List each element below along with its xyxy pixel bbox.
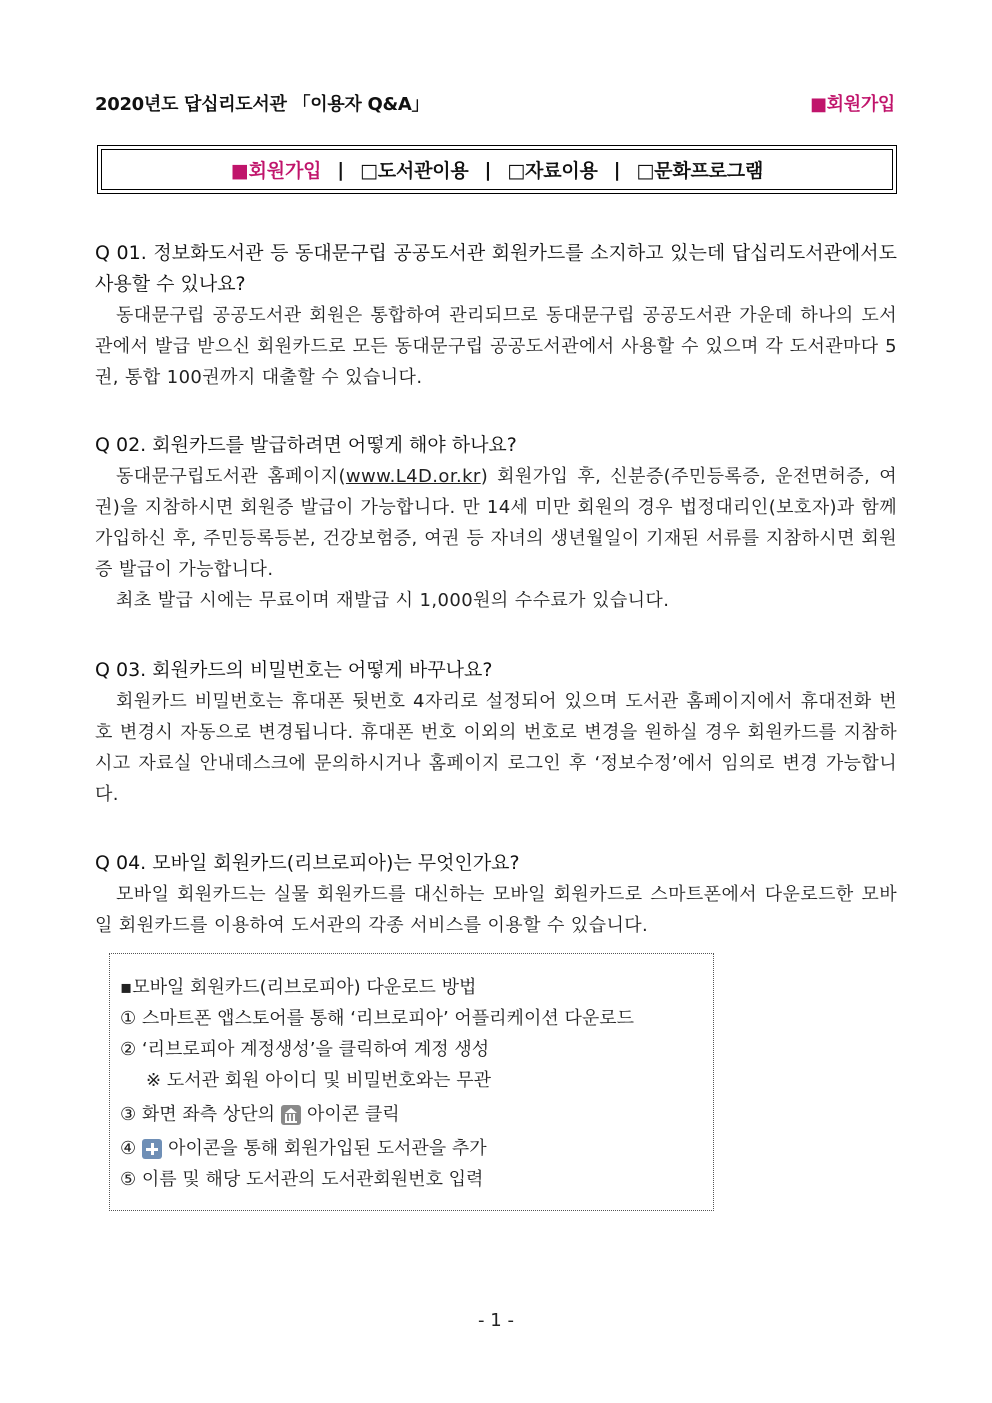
guide-step-text: 아이콘 클릭 <box>307 1104 400 1125</box>
guide-step-2: ② ‘리브로피아 계정생성’을 클릭하여 계정 생성 <box>120 1039 490 1060</box>
nav-item-library-use[interactable]: □도서관이용 <box>360 160 469 182</box>
guide-step-3 <box>120 1099 713 1130</box>
page-number: - 1 - <box>478 1310 514 1331</box>
qa-item-2 <box>95 430 897 616</box>
answer: 동대문구립 공공도서관 회원은 통합하여 관리되므로 동대문구립 공공도서관 가운데 하나의 도서관에서 발급 받으신 회원카드로 모든 동대문구립 공공도서관에서 사용할 수 있으며 각 도서관마다 5권, 통합 100권까지 대출할 수 있습니다. <box>95 305 897 388</box>
nav-separator: | <box>484 158 492 181</box>
guide-note: ※ 도서관 회원 아이디 및 비밀번호와는 무관 <box>146 1070 492 1091</box>
section-badge: ■회원가입 <box>809 94 895 115</box>
guide-step-4 <box>120 1133 713 1164</box>
bank-icon <box>281 1105 301 1125</box>
plus-icon <box>142 1139 162 1159</box>
question: Q 02. 회원카드를 발급하려면 어떻게 해야 하나요? <box>95 434 517 456</box>
guide-step-1: ① 스마트폰 앱스토어를 통해 ‘리브로피아’ 어플리케이션 다운로드 <box>120 1008 634 1029</box>
nav-item-culture-program[interactable]: □문화프로그램 <box>636 160 764 182</box>
homepage-link[interactable]: www.L4D.or.kr <box>345 466 481 487</box>
answer <box>95 461 897 585</box>
nav-separator: | <box>337 158 345 181</box>
answer-fee: 최초 발급 시에는 무료이며 재발급 시 1,000원의 수수료가 있습니다. <box>116 590 670 611</box>
answer-text: 동대문구립도서관 홈페이지( <box>116 466 346 487</box>
guide-title: ▪모바일 회원카드(리브로피아) 다운로드 방법 <box>120 977 477 998</box>
nav-item-materials[interactable]: □자료이용 <box>507 160 598 182</box>
category-nav <box>97 145 897 194</box>
qa-item-4 <box>95 848 897 941</box>
question: Q 01. 정보화도서관 등 동대문구립 공공도서관 회원카드를 소지하고 있는데 답십리도서관에서도 사용할 수 있나요? <box>95 242 897 295</box>
page-header <box>95 88 895 118</box>
nav-separator: | <box>613 158 621 181</box>
question: Q 04. 모바일 회원카드(리브로피아)는 무엇인가요? <box>95 852 520 874</box>
question: Q 03. 회원카드의 비밀번호는 어떻게 바꾸나요? <box>95 659 493 681</box>
answer: 회원카드 비밀번호는 휴대폰 뒷번호 4자리로 설정되어 있으며 도서관 홈페이지에서 휴대전화 번호 변경시 자동으로 변경됩니다. 휴대폰 번호 이외의 번호로 변경을 원하실 경우 회원카드를 지참하시고 자료실 안내데스크에 문의하시거나 홈페이지 로그인 후 ‘정보수정’에서 임의로 변경 가능합니다. <box>95 691 897 805</box>
guide-step-5: ⑤ 이름 및 해당 도서관의 도서관회원번호 입력 <box>120 1169 484 1190</box>
guide-step-text: ③ 화면 좌측 상단의 <box>120 1104 276 1125</box>
answer-text: ) 회원가입 후, 신분증(주민등록증, 운전면허증, 여권)을 지참하시면 회원증 발급이 가능합니다. 만 14세 미만 회원의 경우 법정대리인(보호자)과 함께 가입하신 후, 주민등록등본, 건강보험증, 여권 등 자녀의 생년월일이 기재된 서류를 지참하시면 회원증 발급이 가능합니다. <box>95 466 897 580</box>
nav-item-membership[interactable]: ■회원가입 <box>230 160 322 182</box>
qa-item-3 <box>95 655 897 810</box>
answer: 모바일 회원카드는 실물 회원카드를 대신하는 모바일 회원카드로 스마트폰에서 다운로드한 모바일 회원카드를 이용하여 도서관의 각종 서비스를 이용할 수 있습니다. <box>95 884 897 936</box>
guide-step-text: ④ <box>120 1138 137 1159</box>
download-guide-box <box>109 953 714 1211</box>
qa-item-1 <box>95 238 897 393</box>
document-title: 2020년도 답십리도서관 「이용자 Q&A」 <box>95 94 430 115</box>
guide-step-text: 아이콘을 통해 회원가입된 도서관을 추가 <box>168 1138 487 1159</box>
category-nav-inner <box>101 149 893 190</box>
